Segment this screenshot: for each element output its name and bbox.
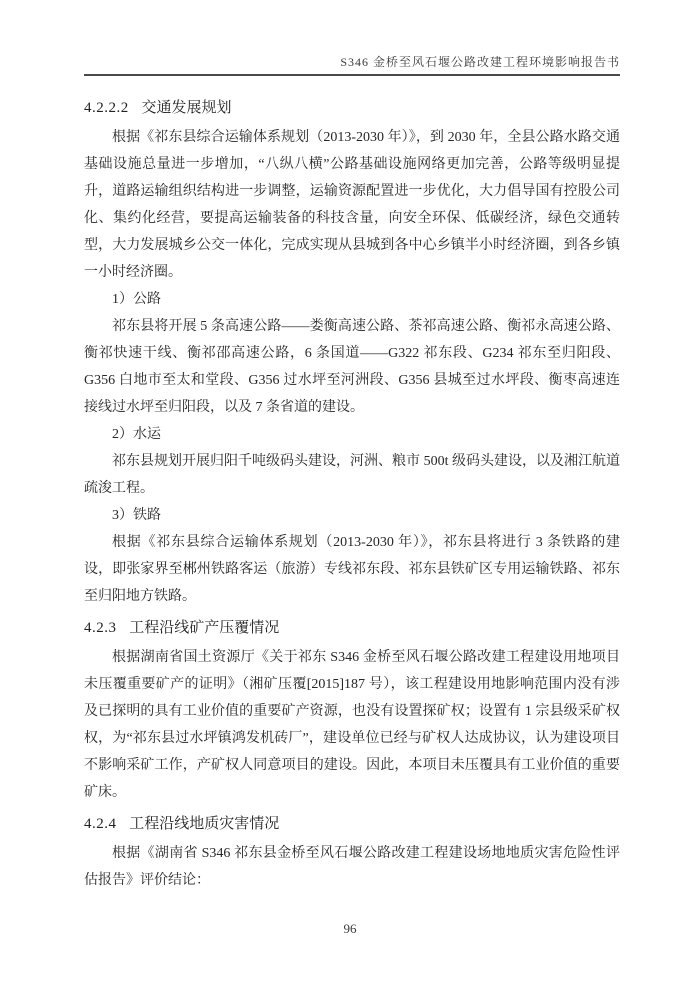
paragraph: 根据《湖南省 S346 祁东县金桥至风石堰公路改建工程建设场地地质灾害危险性评估报告》评价结论： [84, 846, 620, 888]
paragraph: 祁东县规划开展归阳千吨级码头建设，河洲、粮市 500t 级码头建设，以及湘江航道疏浚工程。 [84, 454, 620, 496]
header-rule [84, 74, 620, 76]
paragraph: 根据《祁东县综合运输体系规划（2013-2030 年）》，祁东县将进行 3 条铁路的建设，即张家界至郴州铁路客运（旅游）专线祁东段、祁东县铁矿区专用运输铁路、祁东至归阳地方铁路。 [84, 535, 620, 604]
page-header [84, 55, 620, 76]
paragraph: 1）公路 [112, 292, 161, 307]
section-number: 4.2.3 [84, 620, 117, 636]
section-heading [84, 811, 620, 838]
section-title: 工程沿线矿产压覆情况 [129, 620, 280, 636]
header-title: S346 金桥至风石堰公路改建工程环境影响报告书 [340, 55, 620, 69]
paragraph: 3）铁路 [112, 508, 161, 523]
section-title: 交通发展规划 [141, 100, 232, 116]
document-content [84, 90, 620, 894]
section-title: 工程沿线地质灾害情况 [129, 816, 280, 832]
page-number: 96 [343, 921, 357, 936]
section-heading [84, 95, 620, 122]
paragraph: 2）水运 [112, 427, 161, 442]
section-number: 4.2.2.2 [84, 100, 129, 116]
page-footer [0, 921, 700, 937]
section-heading [84, 615, 620, 642]
paragraph: 祁东县将开展 5 条高速公路——娄衡高速公路、茶祁高速公路、衡祁永高速公路、衡祁快速干线、衡祁邵高速公路，6 条国道——G322 祁东段、G234 祁东至归阳段、G356 白地市至太和堂段、G356 过水坪至河洲段、G356 县城至过水坪段、衡枣高速连接线过水坪至归阳段，以及 7 条省道的建设。 [84, 319, 620, 415]
paragraph: 根据《祁东县综合运输体系规划（2013-2030 年）》，到 2030 年，全县公路水路交通基础设施总量进一步增加，“八纵八横”公路基础设施网络更加完善，公路等级明显提升，道路运输组织结构进一步调整，运输资源配置进一步优化，大力倡导国有控股公司化、集约化经营，要提高运输装备的科技含量，向安全环保、低碳经济，绿色交通转型，大力发展城乡公交一体化，完成实现从县城到各中心乡镇半小时经济圈，到各乡镇一小时经济圈。 [84, 130, 620, 280]
section-number: 4.2.4 [84, 816, 117, 832]
paragraph: 根据湖南省国土资源厅《关于祁东 S346 金桥至风石堰公路改建工程建设用地项目未压覆重要矿产的证明》（湘矿压覆[2015]187 号），该工程建设用地影响范围内没有涉及已探明的具有工业价值的重要矿产资源，也没有设置探矿权；设置有 1 宗县级采矿权权，为“祁东县过水坪镇鸿发机砖厂”，建设单位已经与矿权人达成协议，认为建设项目不影响采矿工作，产矿权人同意项目的建设。因此，本项目未压覆具有工业价值的重要矿床。 [84, 650, 620, 800]
